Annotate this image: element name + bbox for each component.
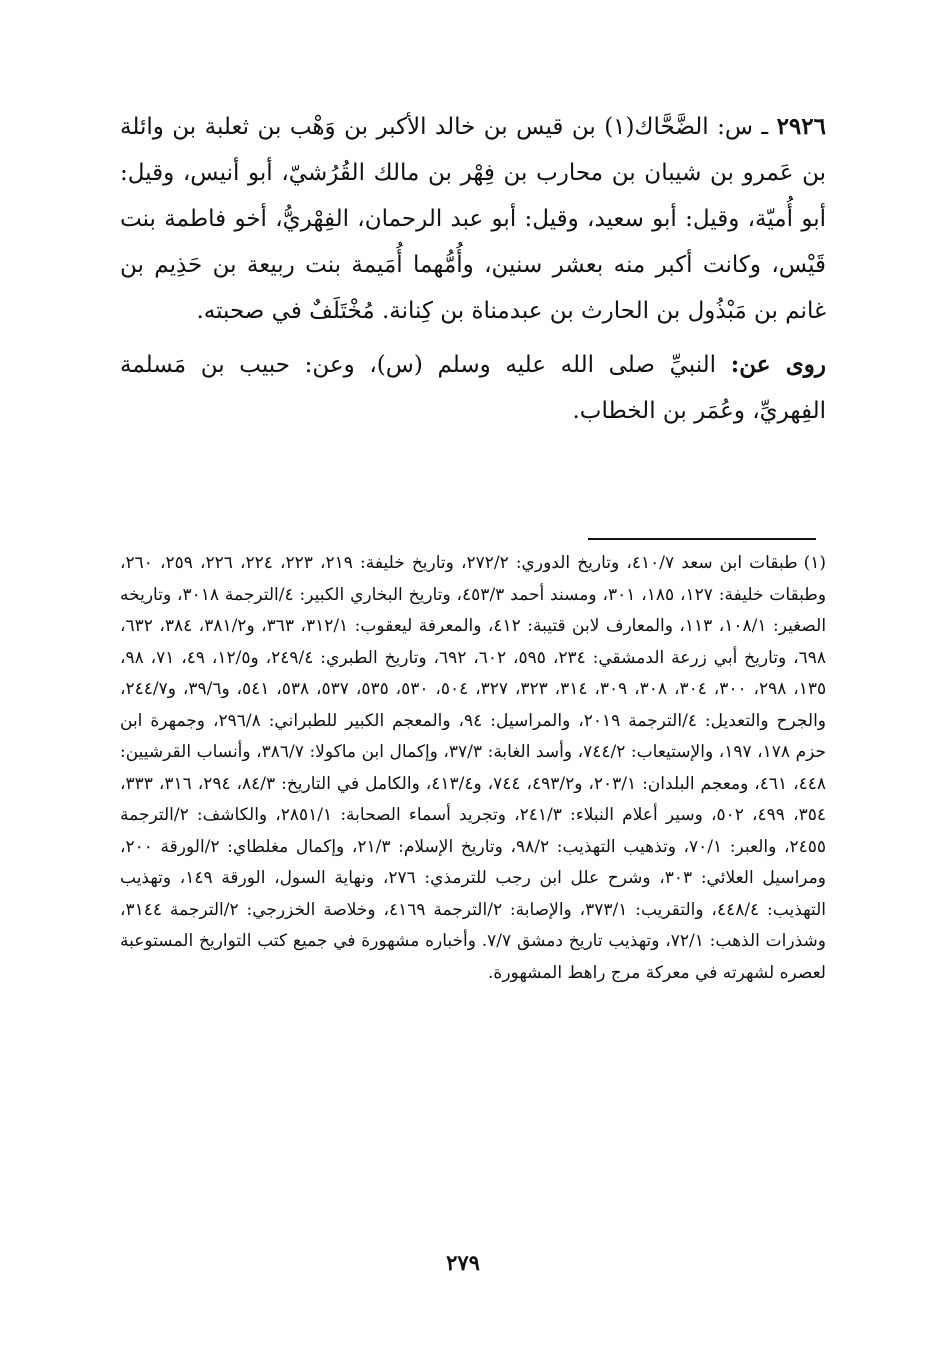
entry-text: ـ س: الضَّحَّاك(١) بن قيس بن خالد الأكبر بن وَهْب بن ثعلبة بن وائلة بن عَمرو بن شيبان بن محارب بن فِهْر بن مالك القُرُشيّ، أبو أنيس، وقيل: أبو أُميّة، وقيل: أبو سعيد، وقيل: أبو عبد الرحمان، الفِهْريُّ، أخو فاطمة بنت قَيْس، وكانت أكبر منه بعشر سنين، وأُمُّهما أُمَيمة بنت ربيعة بن حَذِيم بن غانم بن مَبْذُول بن الحارث بن عبدمناة بن كِنانة. مُخْتَلَفٌ في صحبته.	[120, 114, 826, 324]
footnote-text: طبقات ابن سعد ٤١٠/٧، وتاريخ الدوري: ٢٧٢/٢، وتاريخ خليفة: ٢١٩، ٢٢٣، ٢٢٤، ٢٢٦، ٢٥٩، ٢٦٠، وطبقات خليفة: ١٢٧، ١٨٥، ٣٠١، ومسند أحمد ٤٥٣/٣، وتاريخ البخاري الكبير: ٤/الترجمة ٣٠١٨، وتاريخه الصغير: ١٠٨/١، ١١٣، والمعارف لابن قتيبة: ٤١٢، والمعرفة ليعقوب: ٣١٢/١، ٣٦٣، و٣٨١/٢، ٣٨٤، ٦٣٢، ٦٩٨، وتاريخ أبي زرعة الدمشقي: ٢٣٤، ٥٩٥، ٦٠٢، ٦٩٢، وتاريخ الطبري: ٢٤٩/٤، و١٢/٥، ٤٩، ٧١، ٩٨، ١٣٥، ٢٩٨، ٣٠٠، ٣٠٤، ٣٠٨، ٣٠٩، ٣١٤، ٣٢٣، ٣٢٧، ٥٠٤، ٥٣٠، ٥٣٥، ٥٣٧، ٥٣٨، ٥٤١، و٣٩/٦، و٢٤٤/٧، والجرح والتعديل: ٤/الترجمة ٢٠١٩، والمراسيل: ٩٤، والمعجم الكبير للطبراني: ٢٩٦/٨، وجمهرة ابن حزم ١٧٨، ١٩٧، والإستيعاب: ٧٤٤/٢، وأسد الغابة: ٣٧/٣، وإكمال ابن ماكولا: ٣٨٦/٧، وأنساب القرشيين: ٤٤٨، ٤٦١، ومعجم البلدان: ٢٠٣/١، و٤٩٣/٢، ٧٤٤، و٤١٣/٤، والكامل في التاريخ: ٨٤/٣، ٢٩٤، ٣١٦، ٣٣٣، ٣٥٤، ٤٩٩، ٥٠٢، وسير أعلام النبلاء: ٢٤١/٣، وتجريد أسماء الصحابة: ٢٨٥١/١، والكاشف: ٢/الترجمة ٢٤٥٥، والعبر: ٧٠/١، وتذهيب التهذيب: ٩٨/٢، وتاريخ الإسلام: ٢١/٣، وإكمال مغلطاي: ٢/الورقة ٢٠٠، ومراسيل العلائي: ٣٠٣، وشرح علل ابن رجب للترمذي: ٢٧٦، ونهاية السول، الورقة ١٤٩، وتهذيب التهذيب: ٤٤٨/٤، والتقريب: ٣٧٣/١، والإصابة: ٢/الترجمة ٤١٦٩، وخلاصة الخزرجي: ٢/الترجمة ٣١٤٤، وشذرات الذهب: ٧٢/١، وتهذيب تاريخ دمشق ٧/٧. وأخباره مشهورة في جميع كتب التواريخ المستوعبة لعصره لشهرته في معركة مرج راهط المشهورة.	[120, 553, 827, 983]
narrated-from-label: روى عن:	[730, 351, 826, 378]
footnote	[120, 548, 826, 989]
footnote-marker: (١)	[803, 553, 827, 573]
page-number: ٢٧٩	[446, 1250, 480, 1275]
narrated-from-text: النبيِّ صلى الله عليه وسلم (س)، وعن: حبيب بن مَسلمة الفِهريِّ، وعُمَر بن الخطاب.	[120, 352, 826, 424]
biography-entry	[120, 104, 826, 434]
entry-paragraph	[120, 104, 826, 334]
narration-paragraph	[120, 342, 826, 434]
footnote-separator	[588, 538, 816, 540]
entry-number: ٢٩٢٦	[776, 113, 826, 140]
